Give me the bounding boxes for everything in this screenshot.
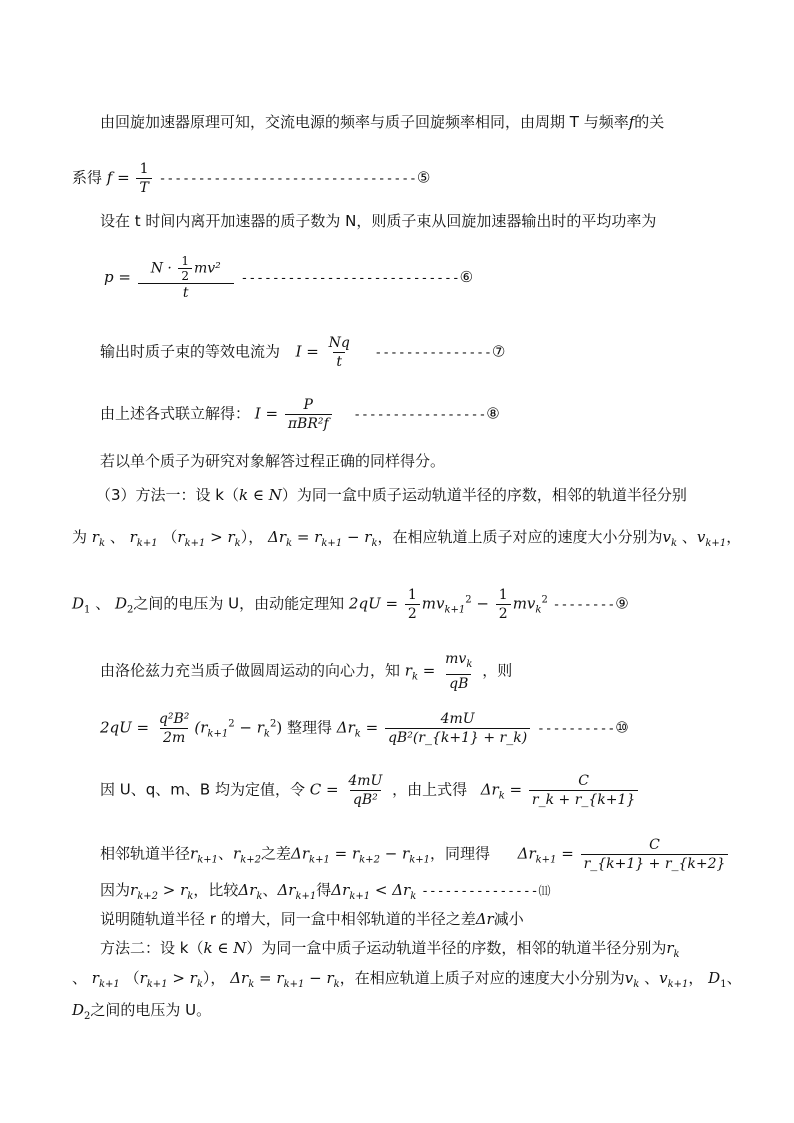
math-sub: k+1: [535, 854, 557, 866]
denominator: 2: [496, 604, 511, 623]
math: r: [404, 661, 412, 680]
math-sub: k: [333, 979, 340, 990]
text: ，: [688, 969, 704, 987]
math: =: [556, 844, 574, 863]
math: Δr: [268, 528, 287, 546]
denominator: r_k + r_{k+1}: [529, 790, 638, 809]
text: 减小: [493, 910, 524, 928]
numerator: 1: [139, 161, 149, 177]
text: ），: [202, 969, 226, 987]
math: −: [476, 594, 489, 613]
text: ，在相应轨道上质子对应的速度大小分别为: [339, 969, 625, 987]
math: 2qU =: [100, 718, 150, 737]
math-sub: k: [354, 728, 361, 740]
text: 因为: [100, 881, 131, 899]
math: Δr: [475, 910, 494, 928]
math-sub: k: [633, 979, 640, 990]
text: （3）方法一：设 k（: [96, 486, 239, 504]
math-sub: k: [466, 658, 473, 670]
text: 因 U、q、m、B 均为定值，令: [100, 780, 305, 799]
math: Δr: [277, 881, 296, 899]
text: ，则: [482, 661, 513, 680]
method-two-line-2: [72, 968, 742, 995]
math: mv: [512, 594, 536, 613]
equation-7-line: [100, 334, 505, 371]
text: 输出时质子束的等效电流为: [100, 342, 281, 361]
math: p =: [104, 268, 131, 286]
math: r: [130, 881, 138, 899]
math: mv²: [193, 260, 221, 277]
text: 说明随轨道半径 r 的增大，同一盒中相邻轨道的半径之差: [100, 910, 476, 928]
fraction: [138, 254, 234, 302]
math: v: [659, 969, 668, 987]
text: 由上述各式联立解得：: [100, 404, 251, 423]
math-sub: k: [256, 891, 263, 902]
numerator: 1: [498, 587, 508, 603]
fraction-half: [178, 254, 192, 283]
text: ，在相应轨道上质子对应的速度大小分别为: [377, 528, 663, 546]
text: 、: [644, 969, 660, 987]
fraction: [405, 586, 420, 623]
math: ): [276, 718, 283, 737]
math-sub: k+1: [207, 728, 229, 740]
text: 系得: [72, 168, 103, 187]
math: f =: [106, 168, 130, 187]
numerator: 4mU: [348, 773, 383, 789]
math-sub: k+1: [98, 979, 120, 990]
math-sub: k: [498, 790, 505, 802]
math-sub: k: [671, 538, 678, 549]
equation-8-line: [100, 396, 500, 433]
fraction: [285, 396, 332, 433]
paragraph-6: [100, 451, 445, 471]
math-sub: k+1: [705, 538, 727, 549]
numerator: 4mU: [440, 711, 475, 727]
math-sup: 2: [228, 718, 235, 730]
text: 若以单个质子为研究对象解答过程正确的同样得分。: [100, 452, 446, 470]
lorentz-line: [100, 650, 512, 693]
numerator: [148, 254, 224, 283]
text: （: [124, 969, 140, 987]
text: ，同理得: [430, 844, 491, 863]
text: 相邻轨道半径: [100, 844, 191, 863]
denominator: r_{k+1} + r_{k+2}: [581, 854, 729, 873]
math: v: [624, 969, 634, 987]
math: (r: [194, 718, 208, 737]
text: 由回旋加速器原理可知，交流电源的频率与质子回旋频率相同，由周期 T 与频率: [100, 113, 629, 131]
math-sub: k+1: [349, 891, 371, 902]
math-sub: k+2: [240, 854, 261, 866]
text: 、: [681, 528, 697, 546]
leader-dashes: --------: [552, 597, 616, 613]
math-sub: k: [371, 538, 378, 549]
math: C =: [309, 780, 339, 799]
fraction: [442, 650, 475, 693]
conclusion-line: [100, 909, 524, 929]
text: 、: [726, 969, 742, 987]
math-sub: k: [411, 671, 419, 683]
math-sub: k: [673, 949, 680, 960]
math-sub: k+1: [321, 538, 343, 549]
math: mv: [445, 651, 467, 667]
text: ），: [240, 528, 264, 546]
numerator: 1: [181, 254, 189, 268]
math: =: [360, 718, 379, 737]
math-sup: 2: [541, 594, 548, 606]
equation-number: ⑤: [416, 168, 431, 187]
text: 设在 t 时间内离开加速器的质子数为 N，则质子束从回旋加速器输出时的平均功率为: [100, 212, 657, 230]
paragraph-1: [100, 112, 664, 132]
math-sub: k: [98, 538, 106, 549]
math: = r: [292, 528, 322, 546]
denominator: 2: [178, 268, 192, 283]
leader-dashes: ----------: [536, 721, 616, 737]
leader-dashes: ---------------: [421, 884, 539, 899]
equation-number: ⑥: [459, 268, 474, 286]
math: I =: [254, 404, 279, 423]
paragraph-7: [96, 485, 687, 505]
denominator: 2m: [160, 728, 188, 747]
math: k ∈ N: [203, 939, 247, 957]
math: − r: [379, 844, 410, 863]
math: > r: [167, 969, 197, 987]
equation-number: ⑾: [538, 884, 551, 898]
math-var: f: [628, 113, 635, 131]
math: Δr: [331, 881, 350, 899]
denominator: 2: [405, 604, 420, 623]
math: r: [177, 528, 185, 546]
math-sub: k: [286, 538, 293, 549]
paragraph-3: [100, 211, 656, 231]
text: 、: [72, 969, 88, 987]
denominator: t: [138, 283, 234, 302]
text: 方法二：设 k（: [100, 939, 204, 957]
text: 、: [95, 594, 111, 613]
numerator: P: [303, 397, 313, 413]
math: =: [504, 780, 523, 799]
math: Δr: [238, 881, 257, 899]
text: （: [162, 528, 178, 546]
equation-number: ⑩: [615, 718, 629, 737]
fraction: [136, 160, 151, 197]
denominator: qB: [446, 674, 471, 693]
math: − r: [234, 718, 264, 737]
text: 得: [316, 881, 332, 899]
numerator: [442, 650, 475, 674]
math: Δr: [336, 718, 355, 737]
math-sub: k+1: [197, 854, 218, 866]
text: ，由上式得: [392, 780, 468, 799]
numerator: Nq: [328, 335, 350, 351]
math: N ·: [150, 260, 172, 277]
numerator: q²B²: [158, 711, 190, 727]
math-sub: k+1: [146, 979, 168, 990]
math-sub: 1: [84, 604, 91, 616]
equation-number: ⑧: [486, 404, 500, 423]
text: ）为同一盒中质子运动轨道半径的序数，相邻的轨道半径分别为: [246, 939, 667, 957]
math: Δr: [230, 969, 249, 987]
text: 之差: [261, 844, 292, 863]
math: = r: [254, 969, 284, 987]
text: 、: [218, 844, 234, 863]
math: Δr: [291, 844, 310, 863]
math-sub: k+1: [283, 979, 305, 990]
math: D: [72, 594, 85, 613]
text: 由洛伦兹力充当质子做圆周运动的向心力，知: [100, 661, 401, 680]
math: > r: [158, 881, 188, 899]
equation-number: ⑨: [615, 594, 629, 613]
denominator: qB²: [350, 790, 381, 809]
math: I =: [295, 342, 319, 361]
math-sub: k: [263, 728, 270, 740]
text: ，: [726, 528, 742, 546]
equation-number: ⑦: [491, 342, 506, 361]
equation-5-line: [72, 160, 430, 197]
compare-line: [100, 880, 551, 907]
denominator: qB²(r_{k+1} + r_k): [385, 728, 530, 747]
method-two-line-3: [72, 1000, 211, 1027]
math: = r: [329, 844, 360, 863]
math-sub: k: [410, 891, 417, 902]
leader-dashes: -----------------: [353, 407, 487, 423]
leader-dashes: ---------------------------------: [158, 171, 417, 187]
math-sub: k+1: [136, 538, 158, 549]
fraction: [385, 710, 530, 747]
math: mv: [421, 594, 445, 613]
text: 为: [72, 528, 88, 546]
math: < Δr: [370, 881, 411, 899]
paragraph-8: [72, 527, 741, 554]
math-sub: k+1: [409, 854, 431, 866]
equation-6-line: [104, 254, 473, 302]
fraction: [529, 772, 638, 809]
math: D: [708, 969, 721, 987]
numerator: C: [649, 837, 660, 853]
text: ）为同一盒中质子运动轨道半径的序数，相邻的轨道半径分别: [281, 486, 687, 504]
math: =: [418, 661, 436, 680]
text: 之间的电压为 U，由动能定理知: [133, 594, 345, 613]
fraction: [581, 836, 729, 873]
math: Δr: [517, 844, 536, 863]
denominator: T: [136, 178, 151, 197]
math: D: [72, 1001, 85, 1019]
equation-9-line: [72, 586, 629, 623]
text: 之间的电压为 U。: [90, 1001, 212, 1019]
leader-dashes: ----------------------------: [240, 271, 460, 286]
math: k ∈ N: [239, 486, 282, 504]
fraction: [326, 334, 353, 371]
text: 、: [262, 881, 278, 899]
math: > r: [205, 528, 235, 546]
text: 的关: [634, 113, 665, 131]
math: r: [139, 969, 147, 987]
math: − r: [304, 969, 334, 987]
math: D: [114, 594, 128, 613]
math: r: [91, 528, 99, 546]
text: 、: [109, 528, 125, 546]
math: Δr: [480, 780, 499, 799]
equation-10-line: [100, 710, 629, 747]
constant-c-line: [100, 772, 640, 809]
numerator: C: [578, 773, 589, 789]
leader-dashes: ---------------: [374, 345, 492, 361]
text: 整理得: [286, 718, 332, 737]
math-sup: 2: [465, 594, 472, 606]
denominator: t: [333, 352, 345, 371]
math: r: [666, 939, 674, 957]
math: − r: [342, 528, 372, 546]
text: ，比较: [193, 881, 239, 899]
math-sub: k+1: [667, 979, 689, 990]
math: 2qU =: [348, 594, 399, 613]
math-sub: k: [535, 604, 542, 616]
math: r: [129, 528, 137, 546]
math-sub: k+1: [295, 891, 317, 902]
math-sub: k+1: [184, 538, 206, 549]
math-sub: k+2: [359, 854, 380, 866]
math-sub: k: [248, 979, 255, 990]
method-two-line: [100, 938, 680, 965]
math-sub: k+2: [137, 891, 158, 902]
math-sub: 2: [127, 604, 134, 616]
math: r: [91, 969, 99, 987]
fraction: [345, 772, 385, 809]
numerator: 1: [407, 587, 417, 603]
math-sub: k+1: [444, 604, 466, 616]
math-sub: k: [187, 891, 194, 902]
math-sub: k: [196, 979, 203, 990]
math: r: [233, 844, 241, 863]
math-sub: k+1: [309, 854, 330, 866]
denominator: πBR²f: [285, 414, 332, 433]
fraction: [496, 586, 511, 623]
math-sub: 1: [720, 979, 727, 990]
math: v: [696, 528, 706, 546]
fraction: [156, 710, 192, 747]
math: v: [662, 528, 672, 546]
adjacent-line: [100, 836, 730, 873]
math-sub: 2: [84, 1011, 91, 1022]
math: r: [190, 844, 198, 863]
math-sup: 2: [269, 718, 277, 730]
math-sub: k: [234, 538, 241, 549]
